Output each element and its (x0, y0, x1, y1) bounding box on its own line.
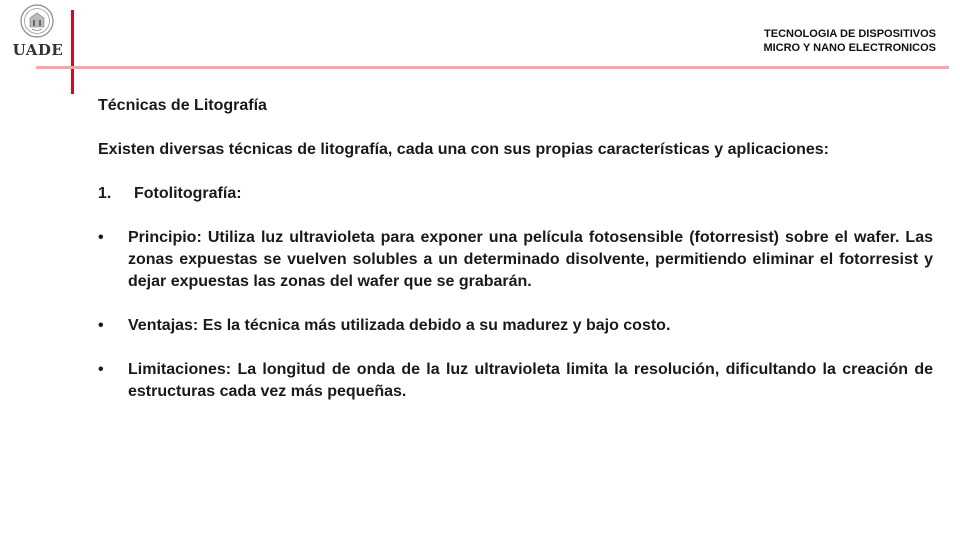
course-title (636, 27, 936, 55)
section-label: Fotolitografía: (134, 185, 242, 202)
course-title-line-1: TECNOLOGIA DE DISPOSITIVOS (764, 28, 936, 40)
slide-title: Técnicas de Litografía (98, 97, 267, 114)
bullet-text: Ventajas: Es la técnica más utilizada debido a su madurez y bajo costo. (128, 317, 671, 334)
accent-vertical-bar (71, 10, 74, 94)
uade-logo (8, 4, 66, 59)
bullet-marker: • (98, 317, 104, 334)
bullet-text: Limitaciones: La longitud de onda de la luz ultravioleta limita la resolución, dificultando la creación de estructuras cada vez más pequeñas. (128, 361, 933, 400)
bullet-principio (98, 227, 933, 293)
bullet-ventajas (98, 315, 933, 337)
section-heading (98, 183, 933, 205)
bullet-text: Principio: Utiliza luz ultravioleta para exponer una película fotosensible (fotorresist) sobre el wafer. Las zonas expuestas se vuelven solubles a un determinado disolvente, permitiendo eliminar el fotorresist y dejar expuestas las zonas del wafer que se grabarán. (128, 229, 933, 290)
intro-paragraph: Existen diversas técnicas de litografía, cada una con sus propias características y aplicaciones: (98, 141, 829, 158)
bullet-marker: • (98, 229, 104, 246)
university-seal-icon (20, 4, 54, 38)
slide-content (98, 95, 933, 425)
section-number: 1. (98, 185, 112, 202)
bullet-marker: • (98, 361, 104, 378)
header-divider (36, 66, 949, 69)
bullet-limitaciones (98, 359, 933, 403)
logo-text: UADE (12, 41, 64, 59)
course-title-line-2: MICRO Y NANO ELECTRONICOS (763, 42, 936, 54)
